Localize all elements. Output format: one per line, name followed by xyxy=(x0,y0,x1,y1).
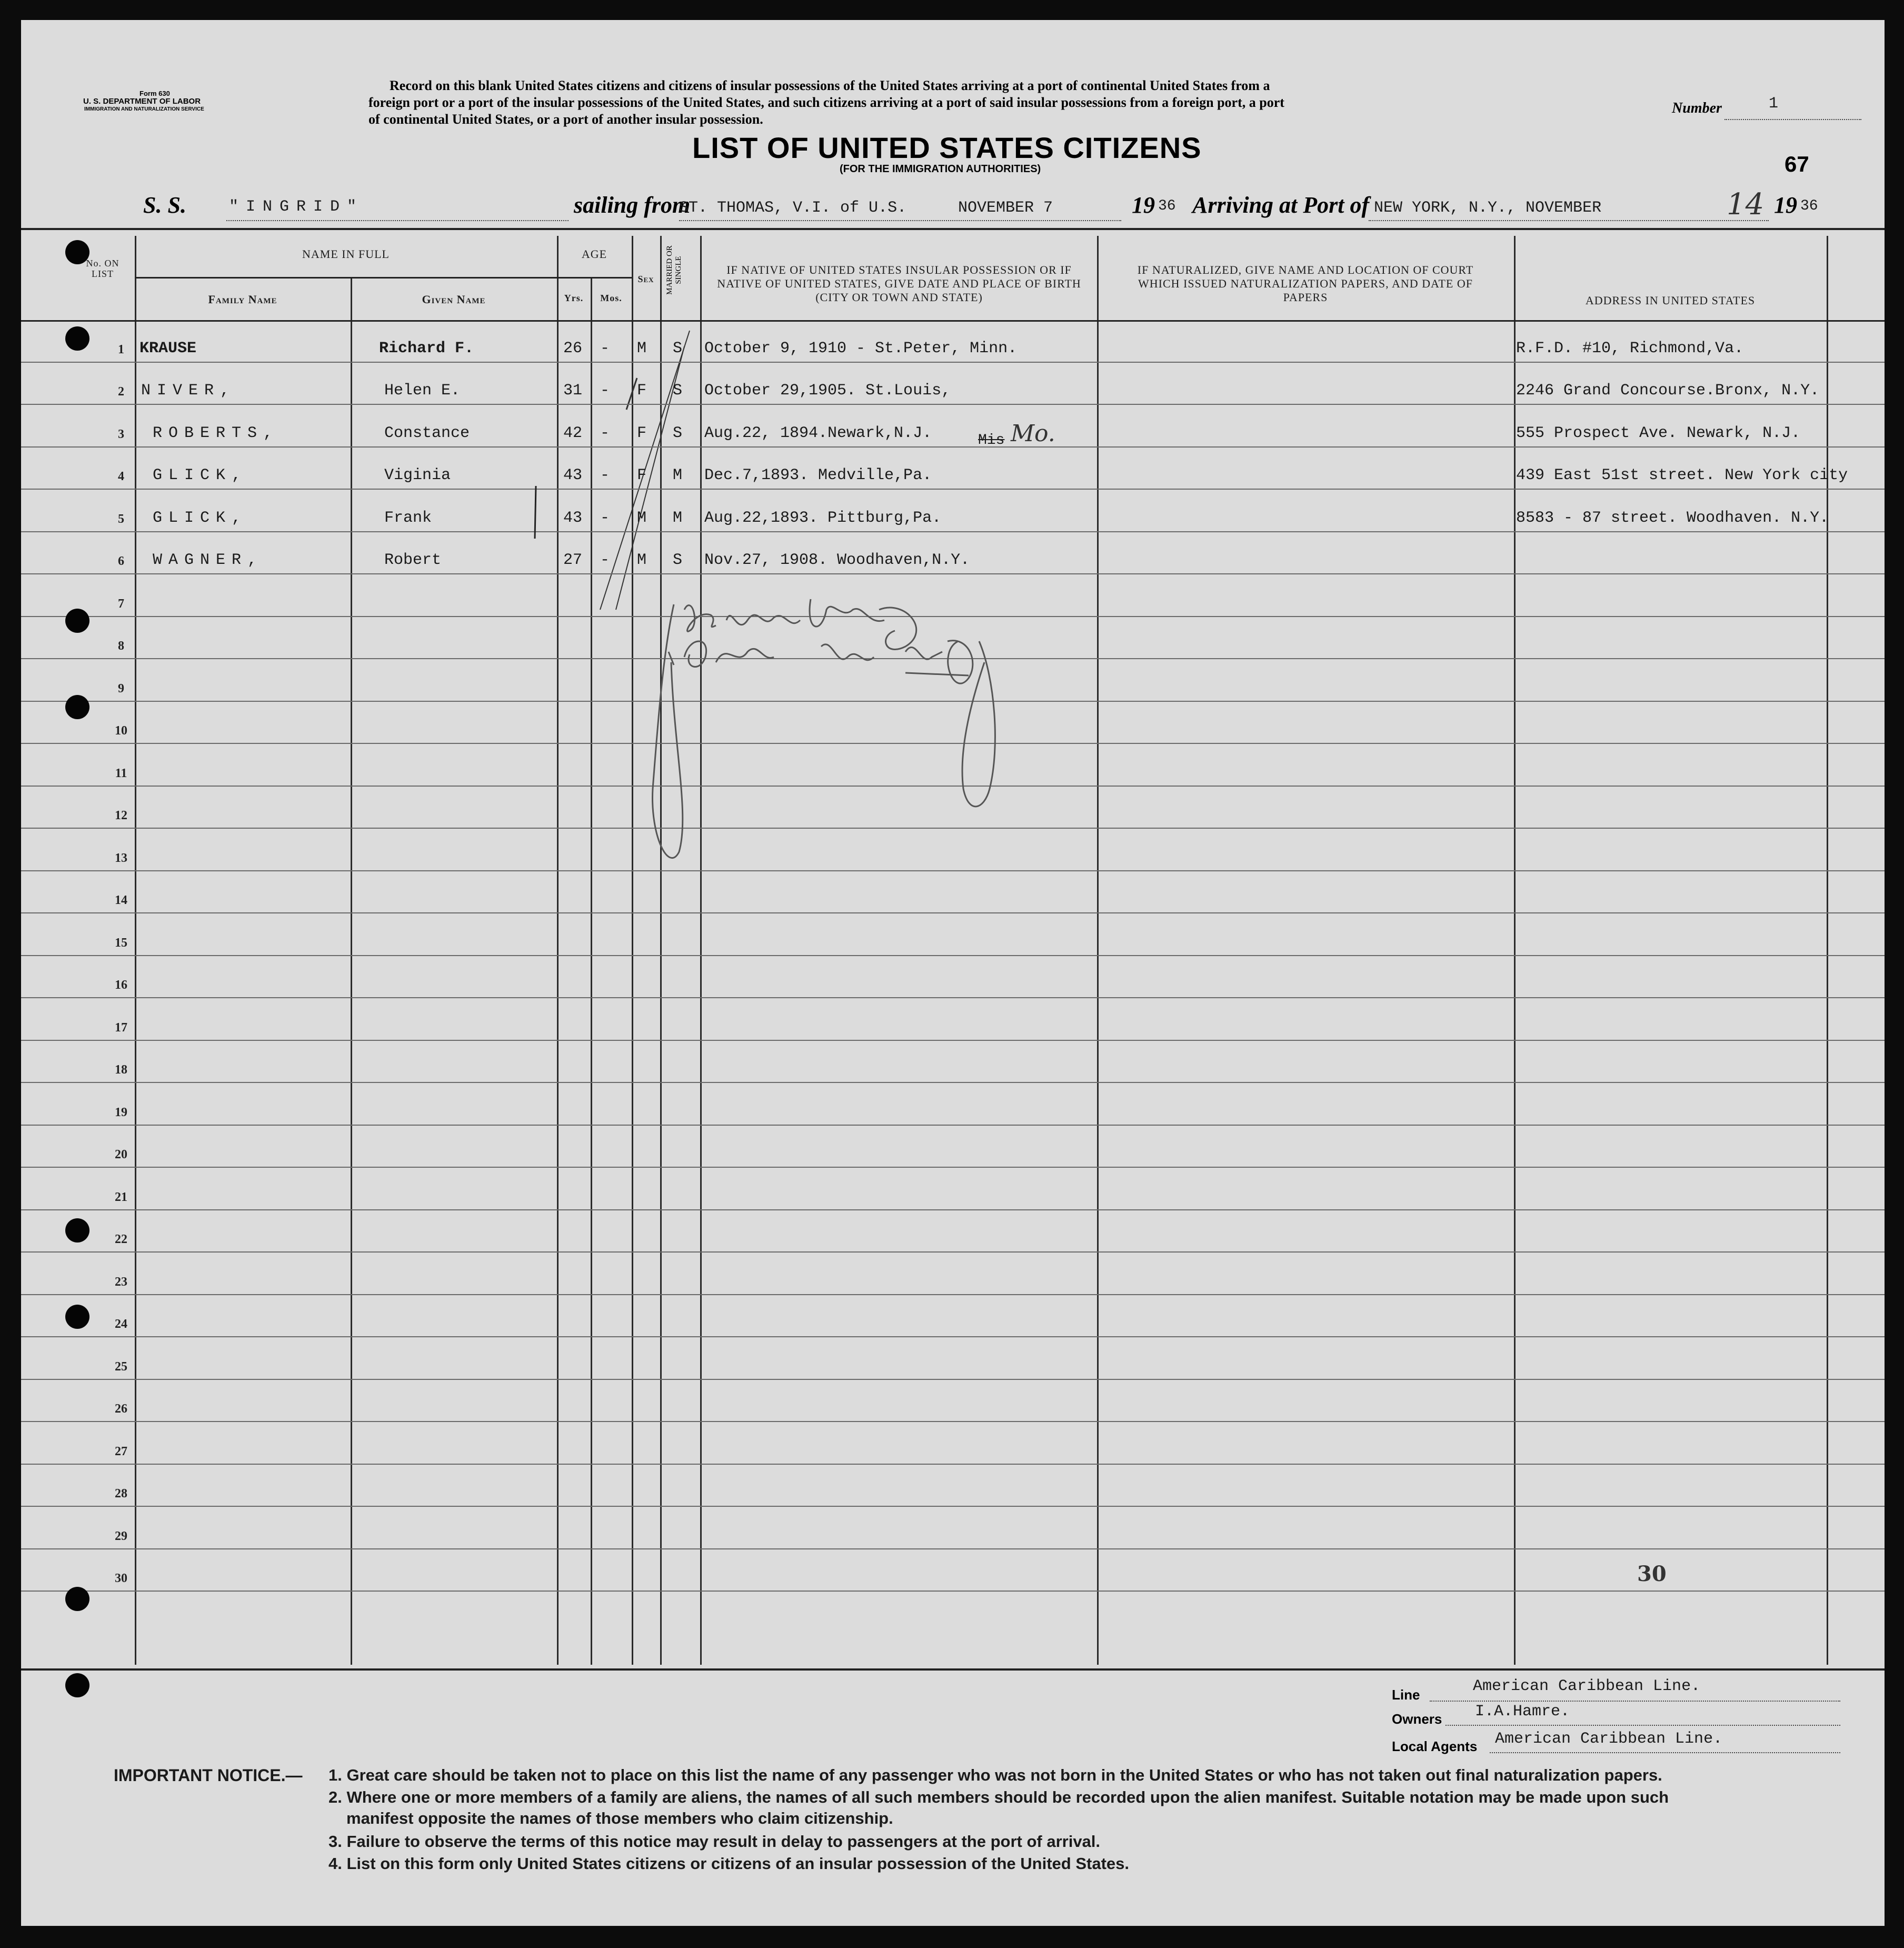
department-label: U. S. DEPARTMENT OF LABOR xyxy=(83,97,201,106)
year-to: 36 xyxy=(1800,198,1818,214)
row-rule xyxy=(21,1548,1885,1549)
passenger-yrs: 42 xyxy=(563,424,583,442)
port-from: ST. THOMAS, V.I. of U.S. xyxy=(679,199,907,217)
row-rule xyxy=(21,362,1885,363)
punch-hole xyxy=(65,326,89,351)
row-number: 2 xyxy=(118,385,124,399)
notice-item-1: 1. Great care should be taken not to place on this list the name of any passenger who was not born in the United States or who has not taken out final naturalization papers. xyxy=(328,1766,1662,1784)
row-rule xyxy=(21,1125,1885,1126)
passenger-family: GLICK, xyxy=(153,466,248,484)
ss-label: S. S. xyxy=(143,192,186,218)
row-rule xyxy=(21,573,1885,574)
row-rule xyxy=(21,1336,1885,1337)
passenger-mos: - xyxy=(600,424,610,442)
row-rule xyxy=(21,1209,1885,1210)
passenger-address: 439 East 51st street. New York city xyxy=(1516,466,1848,484)
passenger-birth: Aug.22,1893. Pittburg,Pa. xyxy=(704,509,942,527)
row-number: 28 xyxy=(115,1487,127,1500)
header-sex: Sex xyxy=(637,274,654,284)
page-subtitle: (FOR THE IMMIGRATION AUTHORITIES) xyxy=(840,163,1041,175)
punch-hole xyxy=(65,240,89,264)
row-number: 14 xyxy=(115,893,127,907)
row-number: 24 xyxy=(115,1317,127,1331)
header-bottom xyxy=(21,320,1885,322)
row-number: 20 xyxy=(115,1148,127,1161)
passenger-address: 8583 - 87 street. Woodhaven. N.Y. xyxy=(1516,509,1829,527)
row-number: 22 xyxy=(115,1233,127,1246)
passenger-sex: F xyxy=(637,424,647,442)
header-birth-text: IF NATIVE OF UNITED STATES INSULAR POSSESSION OR IF NATIVE OF UNITED STATES, GIVE DATE AND PLACE OF BIRTH (CITY OR TOWN AND STATE) xyxy=(717,263,1081,304)
header-mos: Mos. xyxy=(600,293,622,303)
notice-item-4: 4. List on this form only United States citizens or citizens of an insular possession of the United States. xyxy=(328,1854,1129,1873)
agents-label: Local Agents xyxy=(1392,1738,1478,1754)
header-subline xyxy=(135,277,632,279)
passenger-given: Richard F. xyxy=(379,339,474,357)
owners-label: Owners xyxy=(1392,1711,1442,1727)
row-number: 4 xyxy=(118,470,124,483)
port-from-underline xyxy=(679,220,1121,221)
passenger-family: WAGNER, xyxy=(153,551,264,569)
punch-hole xyxy=(65,1218,89,1243)
row-rule xyxy=(21,489,1885,490)
passenger-given: Constance xyxy=(384,424,470,442)
row-rule xyxy=(21,404,1885,405)
year-from: 36 xyxy=(1158,198,1176,214)
col-divider xyxy=(1097,236,1099,1665)
passenger-family: KRAUSE xyxy=(139,339,197,357)
passenger-yrs: 31 xyxy=(563,382,583,400)
header-age: AGE xyxy=(581,247,607,261)
form-number: Form 630 xyxy=(139,90,170,97)
owners-underline xyxy=(1446,1725,1840,1726)
handwritten-correction: Mo. xyxy=(1011,420,1055,447)
day-to: 14 xyxy=(1727,187,1765,222)
passenger-ms: S xyxy=(673,424,683,442)
row-number: 29 xyxy=(115,1529,127,1543)
instruction-line-1: Record on this blank United States citizens and citizens of insular possessions of the United States arriving at a port of continental United States from a xyxy=(390,78,1270,93)
agents-underline xyxy=(1490,1752,1840,1753)
passenger-sex: M xyxy=(637,509,647,527)
line-label: Line xyxy=(1392,1687,1420,1703)
row-number: 12 xyxy=(115,809,127,822)
row-rule xyxy=(21,1464,1885,1465)
row-rule xyxy=(21,1421,1885,1422)
year-to-prefix: 19 xyxy=(1774,192,1797,218)
row-rule xyxy=(21,1379,1885,1380)
passenger-sex: M xyxy=(637,551,647,569)
row-number: 26 xyxy=(115,1402,127,1416)
passenger-birth: October 29,1905. St.Louis, xyxy=(704,382,951,400)
row-number: 19 xyxy=(115,1105,127,1119)
page-number: 67 xyxy=(1785,152,1809,176)
row-number: 5 xyxy=(118,512,124,526)
passenger-given: Viginia xyxy=(384,466,451,484)
header-naturalized xyxy=(1116,263,1495,304)
col-divider xyxy=(351,278,352,1665)
number-value: 1 xyxy=(1769,95,1779,113)
row-number: 6 xyxy=(118,554,124,568)
number-underline xyxy=(1724,119,1861,120)
notice-item-2: 2. Where one or more members of a family are aliens, the names of all such members should be recorded upon the alien manifest. Suitable notation may be made upon such xyxy=(328,1788,1669,1806)
row-rule xyxy=(21,912,1885,913)
passenger-birth: October 9, 1910 - St.Peter, Minn. xyxy=(704,339,1018,357)
date-from: NOVEMBER 7 xyxy=(958,199,1053,217)
passenger-sex: F xyxy=(637,466,647,484)
col-divider xyxy=(1514,236,1516,1665)
row-rule xyxy=(21,997,1885,998)
line-underline xyxy=(1430,1701,1840,1702)
row-rule xyxy=(21,1506,1885,1507)
passenger-address: 555 Prospect Ave. Newark, N.J. xyxy=(1516,424,1801,442)
row-number: 23 xyxy=(115,1275,127,1289)
row-number: 27 xyxy=(115,1444,127,1458)
row-number: 25 xyxy=(115,1359,127,1374)
row-number: 15 xyxy=(115,936,127,950)
col-divider xyxy=(557,236,559,1665)
passenger-mos: - xyxy=(600,466,610,484)
header-given-name: Given Name xyxy=(422,293,486,306)
notice-item-2-cont: manifest opposite the names of those members who claim citizenship. xyxy=(346,1809,893,1827)
pen-tick xyxy=(531,483,541,541)
header-name-in-full: NAME IN FULL xyxy=(302,247,390,261)
row-number: 18 xyxy=(115,1063,127,1077)
passenger-given: Frank xyxy=(384,509,432,527)
page-title: LIST OF UNITED STATES CITIZENS xyxy=(692,131,1202,164)
struck-correction: Mis xyxy=(978,432,1005,449)
passenger-birth: Dec.7,1893. Medville,Pa. xyxy=(704,466,932,484)
port-to: NEW YORK, N.Y., NOVEMBER xyxy=(1374,199,1602,217)
port-to-underline xyxy=(1369,220,1769,221)
passenger-birth: Aug.22, 1894.Newark,N.J. xyxy=(704,424,932,442)
instruction-line-3: of continental United States, or a port of another insular possession. xyxy=(368,112,763,127)
col-divider xyxy=(591,278,592,1665)
owners-value: I.A.Hamre. xyxy=(1475,1703,1570,1721)
row-number: 10 xyxy=(115,724,127,738)
passenger-mos: - xyxy=(600,509,610,527)
table-frame xyxy=(21,228,1885,1671)
row-number: 1 xyxy=(118,342,124,356)
row-number: 3 xyxy=(118,427,124,441)
line-value: American Caribbean Line. xyxy=(1473,1677,1701,1695)
header-no-on-list xyxy=(79,258,126,279)
ship-underline xyxy=(226,220,569,221)
notice-heading: IMPORTANT NOTICE.— xyxy=(114,1766,303,1785)
row-number: 8 xyxy=(118,639,124,653)
manifest-page xyxy=(21,20,1885,1926)
header-birth xyxy=(705,263,1093,304)
row-number: 17 xyxy=(115,1020,127,1035)
punch-hole xyxy=(65,1673,89,1697)
row-rule xyxy=(21,531,1885,532)
row-number: 30 xyxy=(115,1572,127,1585)
passenger-family: ROBERTS, xyxy=(153,424,280,442)
col-divider xyxy=(1827,236,1828,1665)
header-no-on-list-text: No. ON LIST xyxy=(86,258,119,279)
row-rule xyxy=(21,1082,1885,1083)
passenger-yrs: 27 xyxy=(563,551,583,569)
row-rule xyxy=(21,1040,1885,1041)
passenger-ms: S xyxy=(673,551,683,569)
passenger-address: 2246 Grand Concourse.Bronx, N.Y. xyxy=(1516,382,1820,400)
header-family-name: Family Name xyxy=(208,293,277,306)
passenger-sex: F xyxy=(637,382,647,400)
row-number: 9 xyxy=(118,681,124,695)
header-naturalized-text: IF NATURALIZED, GIVE NAME AND LOCATION OF COURT WHICH ISSUED NATURALIZATION PAPERS, AND DATE OF PAPERS xyxy=(1137,263,1474,304)
row-rule xyxy=(21,1591,1885,1592)
row-number: 7 xyxy=(118,597,124,611)
punch-hole xyxy=(65,695,89,719)
passenger-birth: Nov.27, 1908. Woodhaven,N.Y. xyxy=(704,551,970,569)
row-rule xyxy=(21,1294,1885,1295)
instruction-line-2: foreign port or a port of the insular possessions of the United States, and such citizens arriving at a port of said insular possessions from a foreign port, a port xyxy=(368,95,1284,110)
row-number: 21 xyxy=(115,1190,127,1204)
passenger-mos: - xyxy=(600,551,610,569)
passenger-given: Helen E. xyxy=(384,382,461,400)
row-rule xyxy=(21,1167,1885,1168)
row-rule xyxy=(21,446,1885,448)
passenger-yrs: 43 xyxy=(563,509,583,527)
row-rule xyxy=(21,1251,1885,1253)
col-divider xyxy=(700,236,702,1665)
header-address: ADDRESS IN UNITED STATES xyxy=(1585,294,1756,307)
row-number: 16 xyxy=(115,978,127,992)
passenger-family: NIVER, xyxy=(141,382,236,400)
agents-value: American Caribbean Line. xyxy=(1495,1730,1723,1748)
passenger-mos: - xyxy=(600,339,610,357)
punch-hole xyxy=(65,609,89,633)
passenger-sex: M xyxy=(637,339,647,357)
ship-name: "INGRID" xyxy=(229,198,364,216)
row-number: 13 xyxy=(115,851,127,865)
notice-item-3: 3. Failure to observe the terms of this notice may result in delay to passengers at the port of arrival. xyxy=(328,1832,1101,1851)
header-yrs: Yrs. xyxy=(564,293,584,303)
header-married-single-text: MARRIED OR SINGLE xyxy=(665,245,683,295)
inspector-signature xyxy=(632,589,1000,883)
side-count: 30 xyxy=(1637,1562,1667,1586)
passenger-given: Robert xyxy=(384,551,442,569)
passenger-yrs: 26 xyxy=(563,339,583,357)
sailing-from-label: sailing from xyxy=(574,192,691,218)
punch-hole xyxy=(65,1587,89,1611)
row-number: 11 xyxy=(115,766,127,780)
punch-hole xyxy=(65,1305,89,1329)
row-rule xyxy=(21,955,1885,956)
year-from-prefix: 19 xyxy=(1132,192,1155,218)
passenger-ms: S xyxy=(673,382,683,400)
number-label: Number xyxy=(1672,100,1722,116)
passenger-family: GLICK, xyxy=(153,509,248,527)
passenger-address: R.F.D. #10, Richmond,Va. xyxy=(1516,339,1744,357)
passenger-ms: S xyxy=(673,339,683,357)
passenger-ms: M xyxy=(673,466,683,484)
passenger-mos: - xyxy=(600,382,610,400)
passenger-ms: M xyxy=(673,509,683,527)
header-married-single xyxy=(665,231,683,310)
service-label: IMMIGRATION AND NATURALIZATION SERVICE xyxy=(84,106,204,112)
passenger-yrs: 43 xyxy=(563,466,583,484)
arriving-label: Arriving at Port of xyxy=(1192,192,1370,218)
